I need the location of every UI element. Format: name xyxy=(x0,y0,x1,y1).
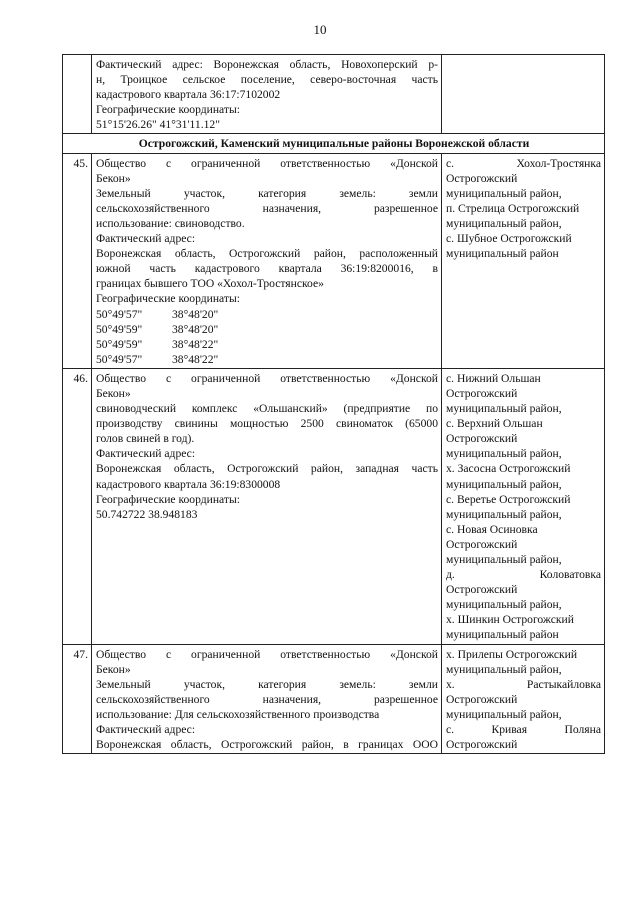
description-line: Воронежская область, Острогожский район, западная часть xyxy=(96,462,438,476)
coordinate-pair xyxy=(96,322,438,337)
description-cell xyxy=(92,153,442,368)
settlement-line: муниципальный район, xyxy=(446,507,562,521)
settlement-line: муниципальный район, xyxy=(446,216,562,230)
description-line: производству свинины мощностью 2500 свиноматок (65000 xyxy=(96,417,438,431)
description-line: Земельный участок, категория земель: земли xyxy=(96,186,438,200)
description-line: Фактический адрес: Воронежская область, Новохоперский р- xyxy=(96,58,438,71)
description-line: Воронежская область, Острогожский район, в границах ООО xyxy=(96,738,438,752)
table-row xyxy=(63,368,605,644)
description-line: Бекон» xyxy=(96,171,131,185)
settlement-line: х. Шинкин Острогожский xyxy=(446,613,574,627)
description-line: Географические координаты: xyxy=(96,103,240,117)
description-line: границах бывшего ТОО «Хохол-Тростянское» xyxy=(96,277,324,291)
settlement-line: муниципальный район, xyxy=(446,186,562,200)
description-line: сельскохозяйственного назначения, разрешенное xyxy=(96,692,438,706)
row-number: 47. xyxy=(63,644,92,754)
settlement-line: Острогожский xyxy=(446,537,518,551)
table-row xyxy=(63,153,605,368)
settlement-line: Острогожский xyxy=(446,738,518,752)
description-line: южной часть кадастрового квартала 36:19:8200016, в xyxy=(96,262,438,276)
latitude: 50°49'57" xyxy=(96,352,143,366)
description-line: н, Троицкое сельское поселение, северо-восточная часть xyxy=(96,73,438,87)
settlement-line: с. Кривая Поляна xyxy=(446,723,601,737)
page-number: 10 xyxy=(313,22,327,37)
section-heading: Острогожский, Каменский муниципальные районы Воронежской области xyxy=(63,134,605,153)
longitude: 38°48'22" xyxy=(172,352,219,366)
settlement-line: муниципальный район, xyxy=(446,598,562,612)
registry-table xyxy=(62,54,605,754)
description-line: Географические координаты: xyxy=(96,292,240,306)
description-line: свиноводческий комплекс «Ольшанский» (предприятие по xyxy=(96,402,438,416)
description-cell xyxy=(92,55,442,134)
settlements-cell xyxy=(442,153,605,368)
settlement-line: Острогожский xyxy=(446,583,518,597)
settlement-line: Острогожский xyxy=(446,171,518,185)
description-line: Фактический адрес: xyxy=(96,723,196,737)
description-line: Общество с ограниченной ответственностью «Донской xyxy=(96,156,438,170)
longitude: 38°48'20" xyxy=(172,322,219,336)
description-line: Земельный участок, категория земель: земли xyxy=(96,677,438,691)
settlement-line: Острогожский xyxy=(446,692,518,706)
row-number-cell xyxy=(63,55,92,134)
latitude: 50°49'59" xyxy=(96,322,143,336)
settlement-line: х. Растыкайловка xyxy=(446,677,601,691)
description-line: использование: свиноводство. xyxy=(96,216,245,230)
settlement-line: с. Верхний Ольшан xyxy=(446,417,543,431)
row-number: 46. xyxy=(63,368,92,644)
description-line: голов свиней в год). xyxy=(96,432,195,446)
settlement-line: с. Хохол-Тростянка xyxy=(446,156,601,170)
settlement-line: муниципальный район xyxy=(446,247,559,261)
settlement-line: муниципальный район, xyxy=(446,402,562,416)
coordinate-pair xyxy=(96,307,438,322)
longitude: 38°48'22" xyxy=(172,337,219,351)
coordinate-pair xyxy=(96,352,438,367)
settlements-cell xyxy=(442,55,605,134)
settlement-line: х. Засосна Острогожский xyxy=(446,462,571,476)
coordinate-pair xyxy=(96,337,438,352)
settlement-line: Острогожский xyxy=(446,386,518,400)
latitude: 50°49'59" xyxy=(96,337,143,351)
description-line: Общество с ограниченной ответственностью «Донской xyxy=(96,647,438,661)
settlement-line: с. Шубное Острогожский xyxy=(446,232,572,246)
settlement-line: муниципальный район, xyxy=(446,553,562,566)
settlement-line: с. Новая Осиновка xyxy=(446,522,538,536)
settlements-cell xyxy=(442,644,605,754)
settlement-line: муниципальный район, xyxy=(446,707,562,721)
description-line: Фактический адрес: xyxy=(96,232,196,246)
table-row-continued xyxy=(63,55,605,134)
description-line: Географические координаты: xyxy=(96,492,240,506)
settlements-cell xyxy=(442,368,605,644)
description-line: Фактический адрес: xyxy=(96,447,196,461)
latitude: 50°49'57" xyxy=(96,307,143,321)
section-heading-row xyxy=(63,134,605,153)
description-line: 50.742722 38.948183 xyxy=(96,507,198,521)
description-line: Воронежская область, Острогожский район, расположенный xyxy=(96,247,438,261)
settlement-line: муниципальный район, xyxy=(446,447,562,461)
settlement-line: муниципальный район xyxy=(446,628,559,642)
settlement-line: д. Коловатовка xyxy=(446,568,601,582)
description-line: кадастрового квартала 36:19:8300008 xyxy=(96,477,281,491)
settlement-line: муниципальный район, xyxy=(446,662,562,676)
description-cell xyxy=(92,368,442,644)
description-line: кадастрового квартала 36:17:7102002 xyxy=(96,88,281,102)
description-line: Общество с ограниченной ответственностью «Донской xyxy=(96,371,438,385)
settlement-line: с. Нижний Ольшан xyxy=(446,371,541,385)
longitude: 38°48'20" xyxy=(172,307,219,321)
description-line: Бекон» xyxy=(96,386,131,400)
settlement-line: п. Стрелица Острогожский xyxy=(446,201,580,215)
description-line: 51°15'26.26" 41°31'11.12" xyxy=(96,118,220,132)
settlement-line: х. Прилепы Острогожский xyxy=(446,647,578,661)
description-line: использование: Для сельскохозяйственного производства xyxy=(96,707,380,721)
table-row xyxy=(63,644,605,754)
settlement-line: Острогожский xyxy=(446,432,518,446)
description-line: сельскохозяйственного назначения, разрешенное xyxy=(96,201,438,215)
description-line: Бекон» xyxy=(96,662,131,676)
settlement-line: с. Веретье Острогожский xyxy=(446,492,571,506)
settlement-line: муниципальный район, xyxy=(446,477,562,491)
description-cell xyxy=(92,644,442,754)
row-number: 45. xyxy=(63,153,92,368)
